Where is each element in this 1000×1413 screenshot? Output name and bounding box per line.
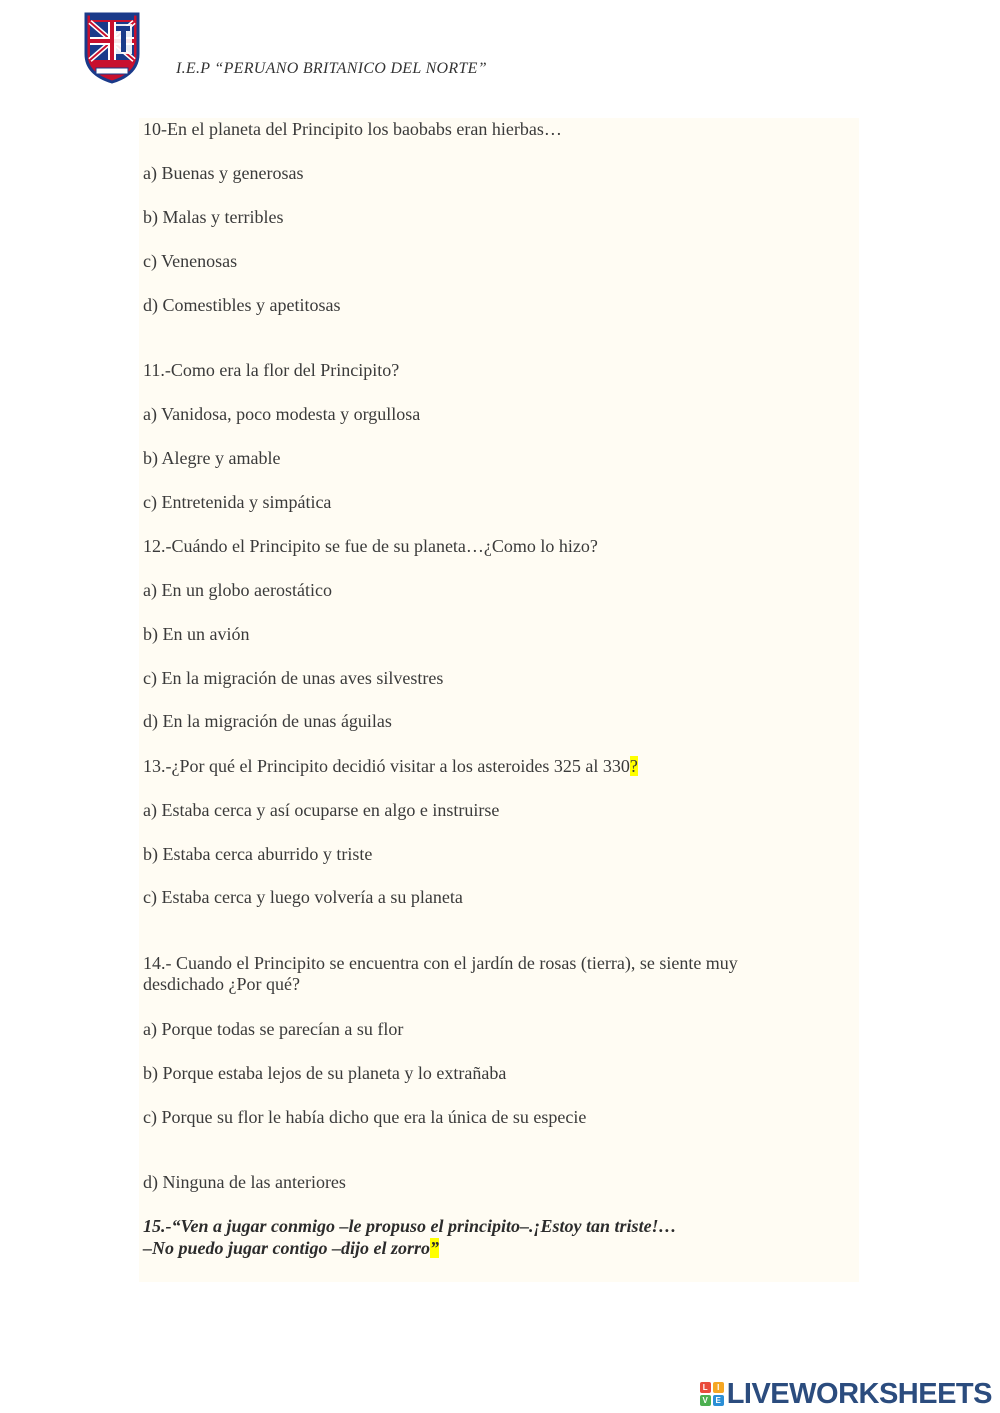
q13-option-a: a) Estaba cerca y así ocuparse en algo e instruirse: [143, 800, 500, 820]
q13-option-b: b) Estaba cerca aburrido y triste: [143, 844, 373, 864]
q10-option-b: b) Malas y terribles: [143, 207, 284, 227]
liveworksheets-logo-icon: [700, 1382, 724, 1406]
liveworksheets-text: LIVEWORKSHEETS: [726, 1377, 992, 1410]
question-13-highlight: ?: [629, 756, 638, 776]
q12-option-d: d) En la migración de unas águilas: [143, 711, 392, 731]
question-13-text: 13.-¿Por qué el Principito decidió visitar a los asteroides 325 al 330: [143, 756, 630, 776]
q11-option-a: a) Vanidosa, poco modesta y orgullosa: [143, 404, 421, 424]
q10-option-a: a) Buenas y generosas: [143, 163, 304, 183]
question-14-line-2: desdichado ¿Por qué?: [143, 974, 300, 994]
question-14-line-1: 14.- Cuando el Principito se encuentra con el jardín de rosas (tierra), se siente muy: [143, 953, 738, 973]
question-11: 11.-Como era la flor del Principito?: [143, 360, 400, 380]
q14-option-d: d) Ninguna de las anteriores: [143, 1172, 346, 1192]
brand-icon-letter-v: V: [700, 1395, 711, 1406]
q11-option-b: b) Alegre y amable: [143, 448, 281, 468]
question-10: 10-En el planeta del Principito los baobabs eran hierbas…: [143, 119, 562, 139]
question-15-line-2-text: –No puedo jugar contigo –dijo el zorro: [143, 1238, 431, 1258]
q14-option-b: b) Porque estaba lejos de su planeta y lo extrañaba: [143, 1063, 507, 1083]
q12-option-a: a) En un globo aerostático: [143, 580, 332, 600]
q10-option-c: c) Venenosas: [143, 251, 238, 271]
q14-option-c: c) Porque su flor le había dicho que era la única de su especie: [143, 1107, 587, 1127]
brand-icon-letter-i: I: [713, 1382, 724, 1393]
question-15-highlight: ”: [430, 1238, 440, 1258]
brand-icon-letter-e: E: [713, 1395, 724, 1406]
q12-option-c: c) En la migración de unas aves silvestres: [143, 668, 444, 688]
school-logo: [82, 10, 142, 84]
q14-option-a: a) Porque todas se parecían a su flor: [143, 1019, 404, 1039]
q11-option-c: c) Entretenida y simpática: [143, 492, 332, 512]
question-15-line-2: [143, 1238, 439, 1259]
q13-option-c: c) Estaba cerca y luego volvería a su planeta: [143, 887, 463, 907]
question-15-line-1: 15.-“Ven a jugar conmigo –le propuso el principito–.¡Estoy tan triste!…: [143, 1216, 677, 1236]
question-13: [143, 756, 638, 777]
brand-icon-letter-l: L: [700, 1382, 711, 1393]
liveworksheets-brand: [700, 1377, 992, 1411]
q12-option-b: b) En un avión: [143, 624, 250, 644]
q10-option-d: d) Comestibles y apetitosas: [143, 295, 341, 315]
school-name: I.E.P “PERUANO BRITANICO DEL NORTE”: [176, 60, 487, 77]
question-12: 12.-Cuándo el Principito se fue de su planeta…¿Como lo hizo?: [143, 536, 598, 556]
